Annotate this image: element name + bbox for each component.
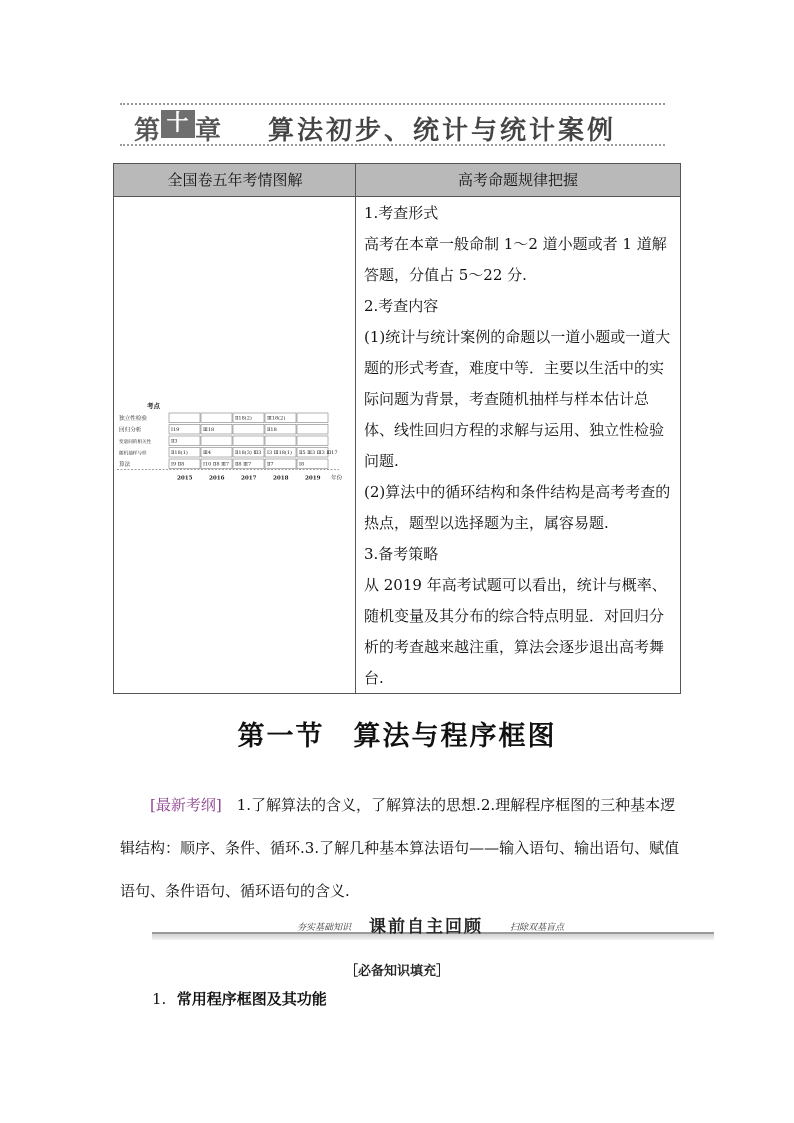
- syllabus-outline: [120, 784, 680, 913]
- chart-cell-label: Ⅲ18(2): [267, 415, 286, 422]
- chart-cell: [169, 413, 200, 423]
- chart-cell-label: Ⅱ8 Ⅲ7: [235, 461, 252, 468]
- chart-year-label: 2015: [177, 475, 193, 482]
- chart-cell: [297, 425, 328, 435]
- table-header: [114, 164, 680, 197]
- chart-cell-label: Ⅰ19: [171, 427, 180, 433]
- list-item-number: 1.: [152, 990, 167, 1008]
- review-band: [152, 912, 714, 942]
- review-right-caption: 扫除双基盲点: [510, 923, 565, 933]
- chart-cell-label: Ⅲ18: [203, 427, 215, 433]
- chart-year-label: 2016: [209, 475, 225, 482]
- chart-year-label: 2017: [241, 475, 257, 482]
- chart-x-unit: 年份: [331, 475, 343, 482]
- list-item-text: 常用程序框图及其功能: [176, 990, 327, 1008]
- chart-cell: [201, 436, 232, 446]
- chart-year-label: 2019: [305, 475, 321, 482]
- chart-cell: [297, 436, 328, 446]
- chart-cell-label: Ⅱ18(1): [171, 450, 188, 456]
- chart-row-label: 回归分析: [119, 427, 142, 434]
- notes-text-statistics: (1)统计与统计案例的命题以一道小题或一道大题的形式考查，难度中等．主要以生活中的实际问题为背景，考查随机抽样与样本估计总体、线性回归方程的求解与运用、独立性检验问题.: [364, 328, 671, 470]
- header-right: 高考命题规律把握: [457, 171, 578, 189]
- chart-cell-label: Ⅱ18(3) Ⅲ3: [235, 450, 262, 456]
- chart-cell-label: Ⅱ3: [171, 438, 178, 445]
- notes-heading-content: 2.考查内容: [364, 297, 439, 315]
- syllabus-tag: [最新考纲]: [150, 796, 222, 814]
- exam-frequency-chart-svg: [117, 386, 351, 496]
- review-left-caption: 夯实基础知识: [297, 923, 352, 933]
- header-left: 全国卷五年考情图解: [167, 171, 303, 189]
- chart-cell-label: Ⅰ10 Ⅱ8 Ⅲ7: [203, 461, 230, 468]
- notes-text-strategy: 从 2019 年高考试题可以看出，统计与概率、随机变量及其分布的综合特点明显．对回归分析的考查越来越注重，算法会逐步退出高考舞台.: [364, 576, 667, 687]
- chart-year-label: 2018: [273, 475, 289, 482]
- chart-cell-label: Ⅱ5 Ⅲ3 Ⅲ3 Ⅲ17: [299, 450, 338, 456]
- exam-overview-table: [113, 163, 681, 694]
- list-item: [152, 988, 327, 1009]
- chart-row-label: 变量间的相关性: [119, 440, 152, 445]
- chapter-banner: [120, 100, 665, 148]
- chart-cell: [233, 436, 264, 446]
- chart-cell: [265, 436, 296, 446]
- exam-frequency-chart: [117, 386, 351, 496]
- notes-heading-strategy: 3.备考策略: [364, 545, 439, 563]
- chapter-number: [134, 110, 222, 147]
- chart-cell-label: Ⅱ18(2): [235, 415, 252, 422]
- chart-row-label: 算法: [119, 462, 131, 468]
- chapter-title: 算法初步、统计与统计案例: [268, 116, 617, 146]
- chapter-suffix: 章: [195, 116, 223, 146]
- chapter-prefix: 第: [134, 116, 162, 146]
- chart-cell-label: Ⅱ7: [267, 461, 274, 468]
- chart-cell-label: Ⅰ8: [299, 461, 305, 468]
- chart-y-title: 考点: [147, 402, 160, 410]
- chart-cell-label: Ⅲ4: [203, 450, 212, 456]
- chapter-number-box: 十: [161, 110, 195, 138]
- chart-cell-label: Ⅱ18: [267, 427, 277, 433]
- chart-cell: [233, 425, 264, 435]
- knowledge-fill-title: ［必备知识填充］: [344, 964, 449, 979]
- exam-pattern-notes: [364, 198, 672, 694]
- chart-row-label: 随机抽样与样: [119, 451, 147, 457]
- chart-cell: [297, 413, 328, 423]
- notes-heading-form: 1.考查形式: [364, 204, 439, 222]
- column-divider: [355, 164, 356, 693]
- chart-cell-label: Ⅰ3 Ⅲ18(1): [267, 450, 293, 456]
- section-title: 第一节 算法与程序框图: [237, 721, 557, 752]
- banner-top-rule: [120, 103, 665, 105]
- notes-text-algorithm: (2)算法中的循环结构和条件结构是高考考查的热点，题型以选择题为主，属容易题.: [364, 483, 671, 532]
- chart-cell: [201, 413, 232, 423]
- chart-cell-label: Ⅰ9 Ⅱ8: [171, 461, 185, 468]
- syllabus-text: 1.了解算法的含义，了解算法的思想.2.理解程序框图的三种基本逻辑结构：顺序、条件、循环.3.了解几种基本算法语句——输入语句、输出语句、赋值语句、条件语句、循环语句的含义.: [120, 796, 680, 900]
- review-title: 课前自主回顾: [369, 917, 483, 937]
- chart-row-label: 独立性检验: [119, 416, 147, 422]
- notes-text-form: 高考在本章一般命制 1～2 道小题或者 1 道解答题，分值占 5～22 分.: [364, 235, 667, 284]
